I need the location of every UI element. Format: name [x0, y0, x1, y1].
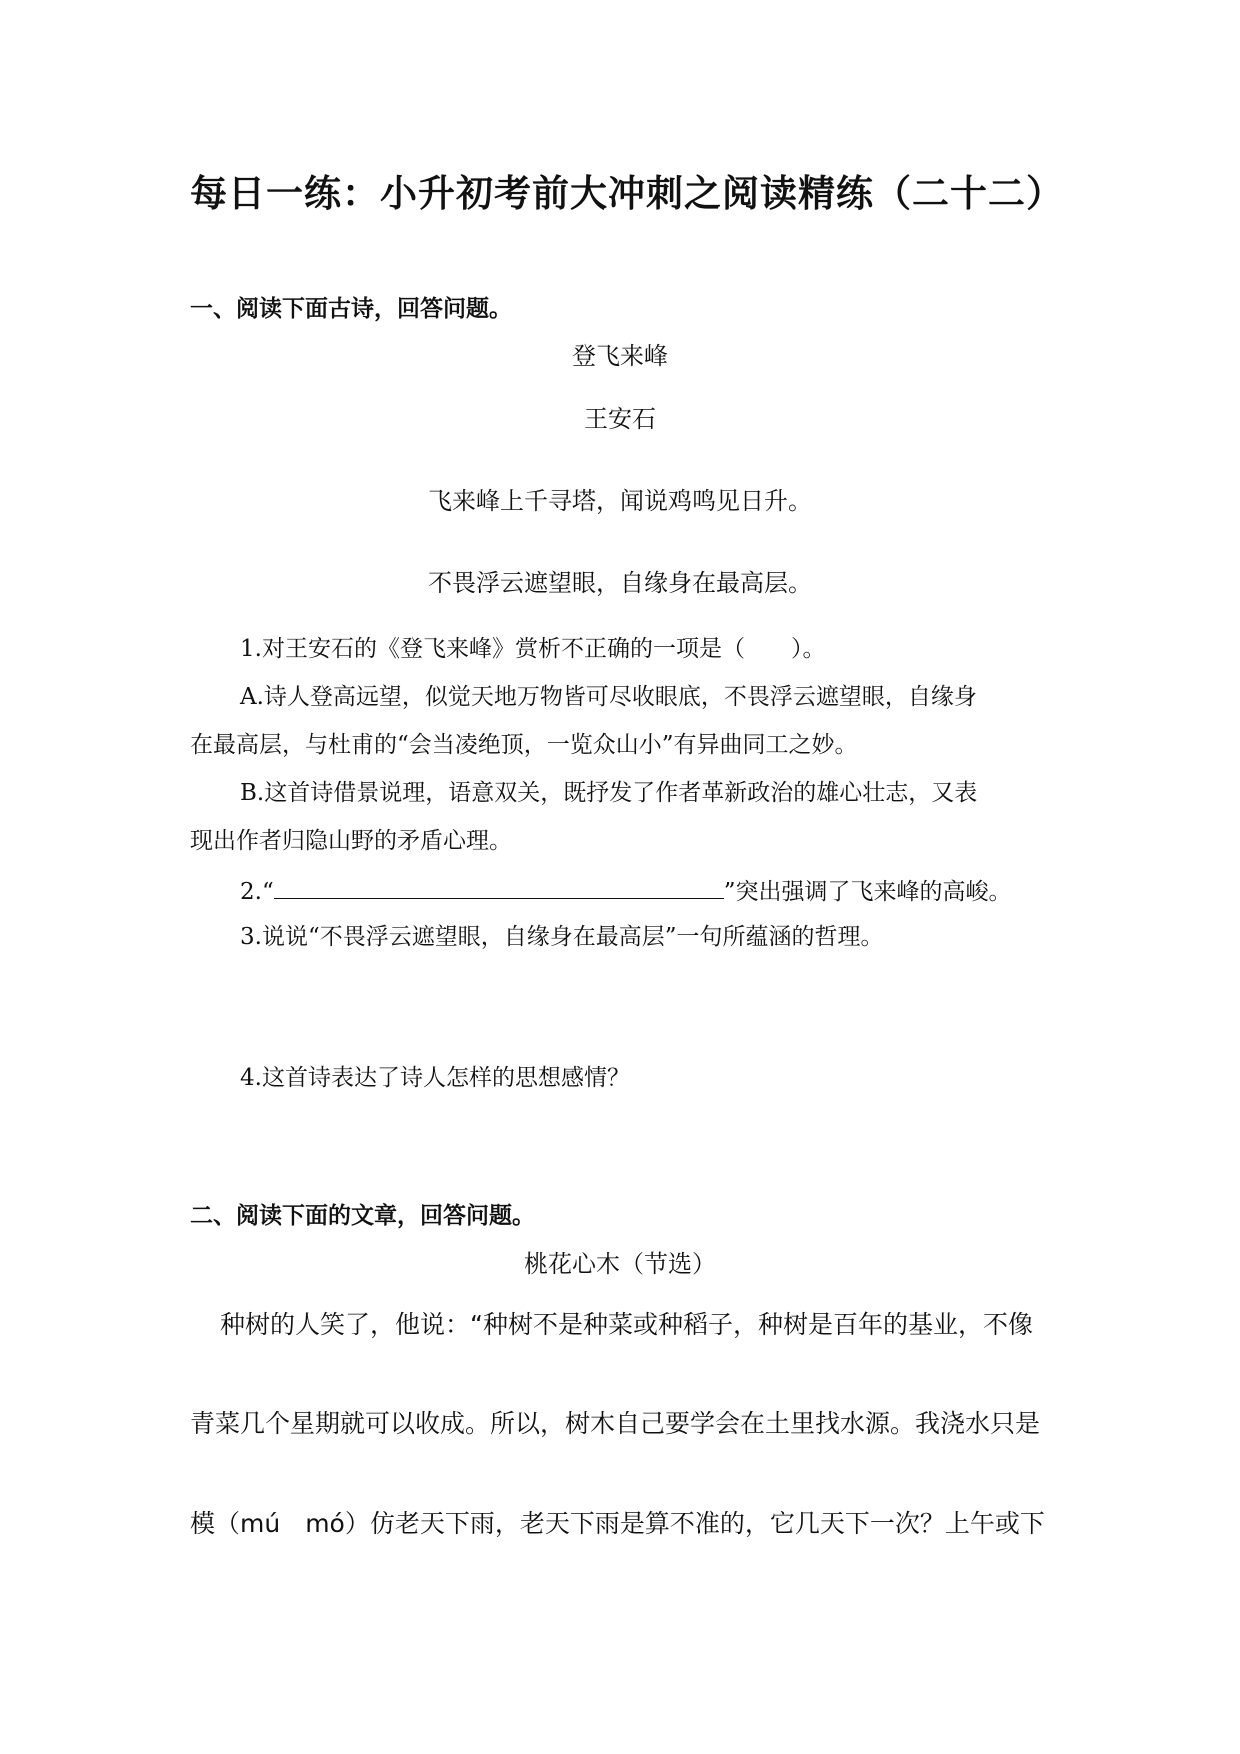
section-2-heading: 二、阅读下面的文章，回答问题。 [190, 1203, 535, 1229]
question-2 [240, 876, 1011, 907]
article-line-1: 种树的人笑了，他说：“种树不是种菜或种稻子，种树是百年的基业，不像 [220, 1310, 1033, 1339]
question-1-option-b-line-2: 现出作者归隐山野的矛盾心理。 [190, 828, 512, 854]
article-line-2: 青菜几个星期就可以收成。所以，树木自己要学会在土里找水源。我浇水只是 [190, 1409, 1041, 1438]
question-2-prefix: 2.“ [240, 879, 274, 905]
page-title: 每日一练：小升初考前大冲刺之阅读精练（二十二） [190, 172, 1064, 215]
question-3: 3.说说“不畏浮云遮望眼，自缘身在最高层”一句所蕴涵的哲理。 [240, 924, 884, 950]
question-1: 1.对王安石的《登飞来峰》赏析不正确的一项是（ ）。 [240, 636, 826, 662]
poem-author: 王安石 [584, 405, 656, 433]
question-1-option-a-line-1: A.诗人登高远望，似觉天地万物皆可尽收眼底，不畏浮云遮望眼，自缘身 [240, 684, 977, 710]
article-title: 桃花心木（节选） [524, 1250, 716, 1278]
question-1-option-a-line-2: 在最高层，与杜甫的“会当凌绝顶，一览众山小”有异曲同工之妙。 [190, 732, 858, 758]
poem-line-2: 不畏浮云遮望眼，自缘身在最高层。 [428, 569, 812, 597]
article-line-3: 模（mú mó）仿老天下雨，老天下雨是算不准的，它几天下一次？上午或下 [190, 1509, 1045, 1538]
poem-line-1: 飞来峰上千寻塔，闻说鸡鸣见日升。 [428, 487, 812, 515]
question-2-suffix: ”突出强调了飞来峰的高峻。 [723, 879, 1012, 905]
poem-title: 登飞来峰 [572, 342, 668, 370]
section-1-heading: 一、阅读下面古诗，回答问题。 [190, 296, 512, 322]
question-1-option-b-line-1: B.这首诗借景说理，语意双关，既抒发了作者革新政治的雄心壮志，又表 [240, 780, 978, 806]
answer-blank [274, 876, 724, 899]
question-4: 4.这首诗表达了诗人怎样的思想感情？ [240, 1065, 630, 1091]
